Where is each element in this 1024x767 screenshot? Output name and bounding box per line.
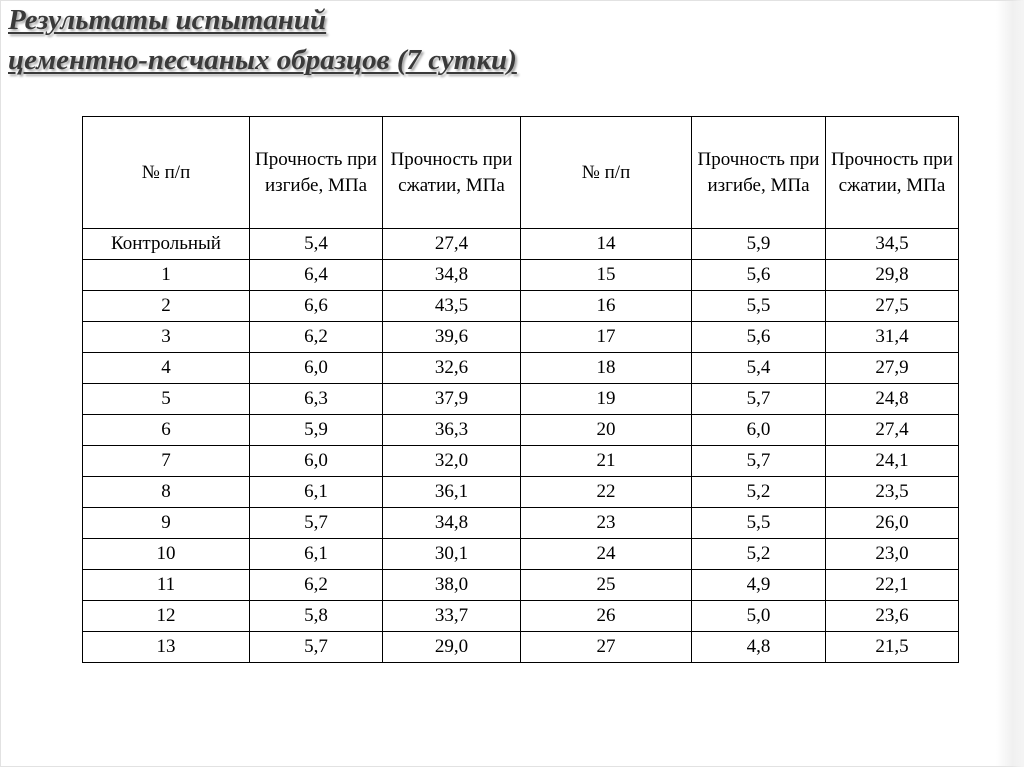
table-cell: 36,3 — [383, 415, 521, 446]
table-cell: 9 — [83, 508, 250, 539]
table-cell: 5,7 — [692, 446, 826, 477]
results-table — [82, 116, 959, 663]
table-cell: 6,1 — [250, 539, 383, 570]
table-cell: 5,7 — [692, 384, 826, 415]
table-cell: 5,8 — [250, 601, 383, 632]
table-cell: 4,8 — [692, 632, 826, 663]
table-cell: 26,0 — [826, 508, 959, 539]
table-cell: 19 — [521, 384, 692, 415]
table-cell: 15 — [521, 260, 692, 291]
table-cell: 34,8 — [383, 260, 521, 291]
table-cell: 5 — [83, 384, 250, 415]
table-cell: 6,0 — [250, 353, 383, 384]
table-row — [83, 601, 959, 632]
table-cell: 6,2 — [250, 322, 383, 353]
table-cell: 2 — [83, 291, 250, 322]
table-cell: 23 — [521, 508, 692, 539]
table-cell: 24,8 — [826, 384, 959, 415]
table-cell: 27,4 — [383, 229, 521, 260]
table-row — [83, 229, 959, 260]
table-cell: 27,5 — [826, 291, 959, 322]
table-cell: 18 — [521, 353, 692, 384]
table-cell: 5,2 — [692, 539, 826, 570]
table-cell: 4 — [83, 353, 250, 384]
table-cell: 34,5 — [826, 229, 959, 260]
table-cell: 5,6 — [692, 322, 826, 353]
table-cell: 6,3 — [250, 384, 383, 415]
table-cell: 27 — [521, 632, 692, 663]
table-row — [83, 260, 959, 291]
header-number-2: № п/п — [521, 117, 692, 229]
table-cell: 6 — [83, 415, 250, 446]
table-cell: 27,4 — [826, 415, 959, 446]
table-row — [83, 477, 959, 508]
header-bending-strength-2: Прочность при изгибе, МПа — [692, 117, 826, 229]
table-row — [83, 384, 959, 415]
table-cell: 6,6 — [250, 291, 383, 322]
table-cell: 10 — [83, 539, 250, 570]
table-cell: 6,4 — [250, 260, 383, 291]
table-cell: 17 — [521, 322, 692, 353]
table-cell: 21,5 — [826, 632, 959, 663]
table-cell: 8 — [83, 477, 250, 508]
table-cell: 30,1 — [383, 539, 521, 570]
table-row — [83, 322, 959, 353]
table-row — [83, 353, 959, 384]
table-cell: 6,1 — [250, 477, 383, 508]
table-cell: 24 — [521, 539, 692, 570]
table-cell: 6,0 — [250, 446, 383, 477]
header-number: № п/п — [83, 117, 250, 229]
table-cell: 25 — [521, 570, 692, 601]
table-cell: 5,4 — [250, 229, 383, 260]
table-cell: 31,4 — [826, 322, 959, 353]
table-header-row — [83, 117, 959, 229]
table-cell: 20 — [521, 415, 692, 446]
table-cell: 36,1 — [383, 477, 521, 508]
table-cell: 5,9 — [692, 229, 826, 260]
table-cell: 32,0 — [383, 446, 521, 477]
table-cell: 5,0 — [692, 601, 826, 632]
table-row — [83, 508, 959, 539]
table-cell: 5,4 — [692, 353, 826, 384]
table-cell: 12 — [83, 601, 250, 632]
table-row — [83, 570, 959, 601]
table-cell: 29,0 — [383, 632, 521, 663]
table-cell: 14 — [521, 229, 692, 260]
table-row — [83, 415, 959, 446]
title-line-1: Результаты испытаний — [8, 4, 327, 36]
table-cell: 1 — [83, 260, 250, 291]
table-cell: 27,9 — [826, 353, 959, 384]
page-curl-shadow — [996, 0, 1024, 767]
table-cell: 39,6 — [383, 322, 521, 353]
table-cell: 5,5 — [692, 291, 826, 322]
table-cell: 5,6 — [692, 260, 826, 291]
table-row — [83, 446, 959, 477]
table-cell: 34,8 — [383, 508, 521, 539]
table-body — [83, 229, 959, 663]
table-cell: 6,0 — [692, 415, 826, 446]
header-compression-strength: Прочность при сжатии, МПа — [383, 117, 521, 229]
header-bending-strength: Прочность при изгибе, МПа — [250, 117, 383, 229]
title-line-2: цементно-песчаных образцов (7 сутки) — [8, 44, 517, 76]
table-cell: 33,7 — [383, 601, 521, 632]
table-row — [83, 291, 959, 322]
table-cell: 16 — [521, 291, 692, 322]
table-cell: 7 — [83, 446, 250, 477]
table-cell: 29,8 — [826, 260, 959, 291]
table-cell: 43,5 — [383, 291, 521, 322]
table-cell: 23,6 — [826, 601, 959, 632]
table-cell: Контрольный — [83, 229, 250, 260]
table-cell: 3 — [83, 322, 250, 353]
table-cell: 5,9 — [250, 415, 383, 446]
table-cell: 22 — [521, 477, 692, 508]
table-cell: 21 — [521, 446, 692, 477]
table-row — [83, 539, 959, 570]
table-row — [83, 632, 959, 663]
table-cell: 23,0 — [826, 539, 959, 570]
table-cell: 37,9 — [383, 384, 521, 415]
header-compression-strength-2: Прочность при сжатии, МПа — [826, 117, 959, 229]
table-cell: 26 — [521, 601, 692, 632]
table-cell: 5,7 — [250, 508, 383, 539]
table-cell: 6,2 — [250, 570, 383, 601]
table-cell: 22,1 — [826, 570, 959, 601]
table-cell: 11 — [83, 570, 250, 601]
table-cell: 5,2 — [692, 477, 826, 508]
table-cell: 32,6 — [383, 353, 521, 384]
table-cell: 23,5 — [826, 477, 959, 508]
page-title — [8, 0, 517, 80]
table-cell: 5,7 — [250, 632, 383, 663]
table-cell: 13 — [83, 632, 250, 663]
table-cell: 38,0 — [383, 570, 521, 601]
table-cell: 5,5 — [692, 508, 826, 539]
table-cell: 4,9 — [692, 570, 826, 601]
table-cell: 24,1 — [826, 446, 959, 477]
